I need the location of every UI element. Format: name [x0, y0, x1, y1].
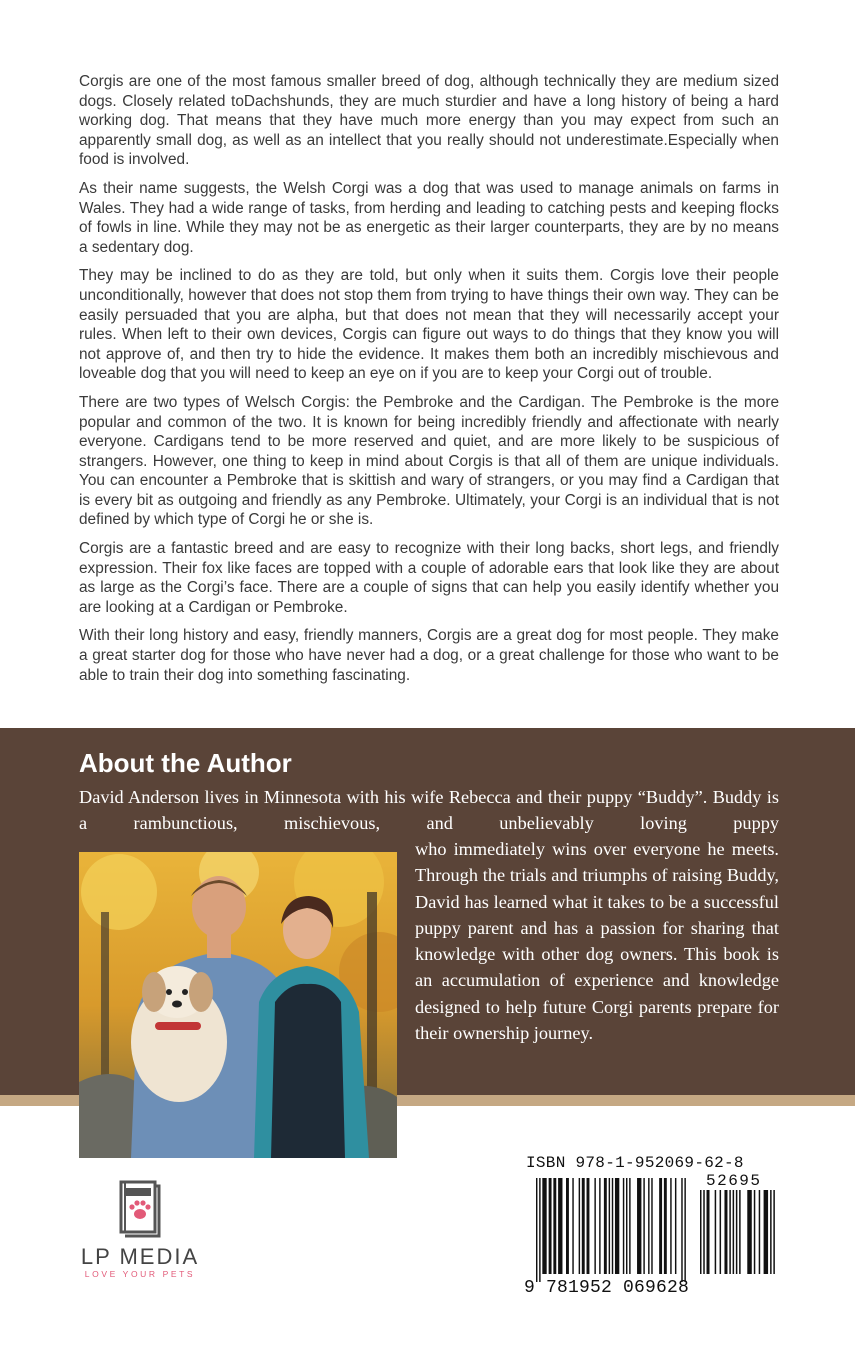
publisher-logo — [70, 1178, 210, 1282]
publisher-tagline: LOVE YOUR PETS — [84, 1269, 196, 1279]
barcode-bar — [615, 1178, 619, 1274]
barcode-bar — [739, 1190, 741, 1274]
barcode-bar — [643, 1178, 644, 1274]
barcode-bar — [773, 1190, 775, 1274]
barcode-bar — [542, 1178, 546, 1274]
ean-digits: 9 781952 069628 — [524, 1278, 690, 1298]
book-paw-icon — [115, 1178, 165, 1238]
barcode-bar — [629, 1178, 630, 1274]
barcode-bar — [582, 1178, 585, 1274]
barcode-bar — [675, 1178, 676, 1274]
barcode-bar — [549, 1178, 552, 1274]
barcode-bar — [759, 1190, 761, 1274]
barcode-bar — [579, 1178, 580, 1274]
barcode-bar — [700, 1190, 702, 1274]
barcode-bar — [536, 1178, 537, 1282]
barcode-bar — [623, 1178, 624, 1274]
barcode-bar — [681, 1178, 682, 1282]
author-bio-continued: who immediately wins over everyone he meets. Through the trials and triumphs of raising Buddy, David has learned what it takes to be a successful puppy parent and has a passion for sharing that knowledge with other dog owners. This book is an accumulation of experience and knowledge designed to help future Corgi parents prepare for their ownership journey. — [415, 839, 779, 1044]
barcode-bar — [594, 1178, 595, 1274]
isbn-barcode — [520, 1150, 785, 1305]
barcode-bar — [604, 1178, 607, 1274]
barcode-bar — [764, 1190, 768, 1274]
barcode-bar — [609, 1178, 610, 1274]
barcode-bar — [612, 1178, 613, 1274]
author-bio-intro: David Anderson lives in Minnesota with his wife Rebecca and their puppy “Buddy”. Buddy is a rambunctious, mischievous, and unbelievably loving puppy — [79, 787, 779, 834]
barcode-bar — [703, 1190, 705, 1274]
description-paragraph-3: They may be inclined to do as they are told, but only when it suits them. Corgis love their people unconditionally, however that does not stop them from trying to have things their own way. They can be easily persuaded that you are alpha, but that does not mean that they will necessarily accept your rules. When left to their own devices, Corgis can figure out ways to do things that they know you will not approve of, and then try to hide the evidence. It makes them both an incredibly mischievous and loveable dog that you will need to keep an eye on if you are to keep your Corgi out of trouble. — [79, 267, 779, 383]
barcode-bar — [637, 1178, 641, 1274]
barcode-bar — [770, 1190, 772, 1274]
barcode-bar — [747, 1190, 752, 1274]
barcode-bar — [651, 1178, 652, 1274]
barcode-bar — [724, 1190, 727, 1274]
barcode-bar — [553, 1178, 556, 1274]
barcode-bar — [572, 1178, 573, 1274]
barcode-bar — [670, 1178, 671, 1274]
description-paragraph-2: As their name suggests, the Welsh Corgi was a dog that was used to manage animals on farms in Wales. They had a wide range of tasks, from herding and leading to catching pests and keeping flocks of fowls in line. While they may not be as energetic as their larger counterparts, they are by no means a sedentary dog. — [79, 179, 779, 256]
barcode-bar — [733, 1190, 735, 1274]
barcode-bar — [587, 1178, 590, 1274]
barcode-bar — [720, 1190, 722, 1274]
description-paragraph-1: Corgis are one of the most famous smaller breed of dog, although technically they are medium sized dogs. Closely related toDachshunds, they are much sturdier and have a long history of being a hard working dog. That means that they have much more energy than you may expect from such an apparently small dog, as well as an intellect that you really should not underestimate.Especially when food is involved. — [79, 73, 779, 169]
barcode-bar — [664, 1178, 667, 1274]
isbn-label: ISBN 978-1-952069-62-8 — [526, 1154, 744, 1172]
barcode-bar — [659, 1178, 662, 1274]
barcode-bar — [566, 1178, 569, 1274]
publisher-name: LP MEDIA — [80, 1244, 200, 1269]
description-paragraph-5: Corgis are a fantastic breed and are easy to recognize with their long backs, short legs, and friendly expression. Their fox like faces are topped with a couple of adorable ears that look like they are about as large as the Corgi’s face. There are a couple of signs that can help you easily identify whether you are looking at a Cardigan or Pembroke. — [79, 540, 779, 616]
barcode-bar — [715, 1190, 717, 1274]
barcode-bar — [684, 1178, 685, 1282]
ean-barcode-bars — [536, 1178, 686, 1282]
price-addon-bars — [700, 1190, 775, 1280]
barcode-bar — [754, 1190, 756, 1274]
barcode-bar — [736, 1190, 738, 1274]
barcode-bar — [539, 1178, 540, 1282]
book-description — [79, 72, 779, 694]
barcode-bar — [729, 1190, 731, 1274]
price-code: 52695 — [706, 1172, 762, 1190]
description-paragraph-6: With their long history and easy, friendly manners, Corgis are a great dog for most people. They make a great starter dog for those who have never had a dog, or a great challenge for those who want to be able to train their dog into something fascinating. — [79, 627, 779, 684]
barcode-bar — [599, 1178, 600, 1274]
about-author-heading: About the Author — [79, 748, 292, 778]
barcode-bar — [707, 1190, 710, 1274]
description-paragraph-4: There are two types of Welsch Corgis: the Pembroke and the Cardigan. The Pembroke is the more popular and common of the two. It is known for being incredibly friendly and affectionate with nearly everyone. Cardigans tend to be more reserved and quiet, and are more likely to be suspicious of strangers. However, one thing to keep in mind about Corgis is that all of them are unique individuals. You can encounter a Pembroke that is skittish and wary of strangers, or you may find a Cardigan that is every bit as outgoing and friendly as any Pembroke. Ultimately, your Corgi is an individual that is not defined by which type of Corgi he or she is. — [79, 393, 779, 529]
barcode-bar — [648, 1178, 649, 1274]
barcode-bar — [558, 1178, 562, 1274]
barcode-bar — [626, 1178, 627, 1274]
author-photo — [79, 852, 397, 1158]
author-photo-illustration — [79, 852, 397, 1158]
